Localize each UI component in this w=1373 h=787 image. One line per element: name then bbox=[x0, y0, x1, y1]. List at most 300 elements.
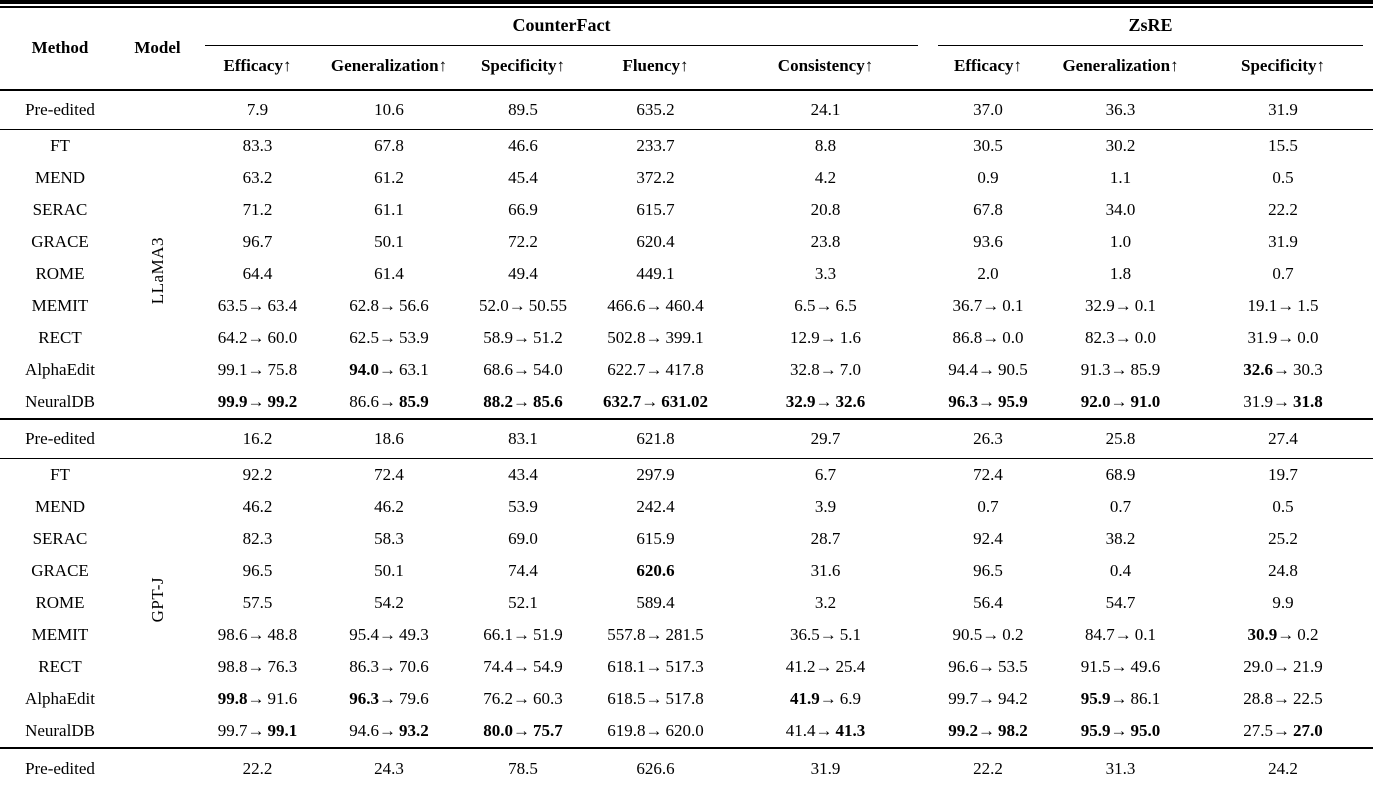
value-cell bbox=[928, 386, 1048, 419]
pre-value: 242.4 bbox=[636, 496, 675, 516]
pre-value: 30.5 bbox=[973, 135, 1003, 155]
pre-value: 15.5 bbox=[1268, 135, 1298, 155]
value-cell bbox=[1193, 555, 1373, 587]
value-cell bbox=[458, 226, 588, 258]
post-value: 86.1 bbox=[1130, 688, 1161, 708]
pre-value: 22.2 bbox=[973, 758, 1003, 778]
cf-specificity-header: Specificity↑ bbox=[458, 46, 588, 90]
value-cell bbox=[1193, 683, 1373, 715]
rotated-model-text: GPT-J bbox=[147, 577, 167, 623]
value-cell bbox=[1193, 226, 1373, 258]
arrow-right-icon: → bbox=[1273, 391, 1291, 411]
arrow-right-icon: → bbox=[1110, 688, 1128, 708]
pre-value: 12.9 bbox=[790, 327, 820, 347]
post-value: 620.0 bbox=[665, 720, 704, 740]
value-cell bbox=[458, 322, 588, 354]
pre-value: 10.6 bbox=[374, 99, 404, 119]
method-row-serac bbox=[0, 194, 1373, 226]
arrow-right-icon: → bbox=[379, 327, 396, 347]
value-cell bbox=[928, 458, 1048, 491]
pre-value: 19.1 bbox=[1247, 295, 1278, 315]
pre-value: 49.4 bbox=[508, 263, 538, 283]
arrow-right-icon: → bbox=[645, 688, 663, 708]
value-cell bbox=[1048, 491, 1193, 523]
value-cell bbox=[1048, 162, 1193, 194]
pre-value: 99.7 bbox=[948, 688, 979, 708]
pre-value: 615.7 bbox=[636, 199, 675, 219]
arrow-right-icon: → bbox=[819, 624, 837, 644]
value-cell bbox=[1048, 290, 1193, 322]
value-cell bbox=[723, 129, 928, 162]
method-row-alphaedit bbox=[0, 683, 1373, 715]
pre-value: 46.2 bbox=[374, 496, 404, 516]
pre-value: 36.5 bbox=[790, 624, 820, 644]
pre-value: 69.0 bbox=[508, 528, 538, 548]
arrow-right-icon: → bbox=[1273, 688, 1291, 708]
zsre-efficacy-header: Efficacy↑ bbox=[928, 46, 1048, 90]
value-cell bbox=[723, 651, 928, 683]
pre-value: 27.5 bbox=[1243, 720, 1274, 740]
pre-value: 28.8 bbox=[1243, 688, 1274, 708]
value-cell bbox=[928, 748, 1048, 787]
arrow-right-icon: → bbox=[819, 327, 837, 347]
value-cell bbox=[588, 354, 723, 386]
method-row-alphaedit bbox=[0, 354, 1373, 386]
pre-value: 31.3 bbox=[1105, 758, 1136, 778]
pre-value: 98.6 bbox=[217, 624, 248, 644]
arrow-right-icon: → bbox=[247, 295, 265, 315]
value-cell bbox=[320, 258, 458, 290]
pre-value: 32.9 bbox=[785, 391, 816, 411]
arrow-right-icon: → bbox=[513, 656, 530, 676]
pre-value: 372.2 bbox=[636, 167, 675, 187]
method-row-memit bbox=[0, 290, 1373, 322]
model-label-gpt-j bbox=[120, 458, 195, 748]
value-cell bbox=[320, 194, 458, 226]
pre-value: 3.9 bbox=[814, 496, 837, 516]
pre-value: 61.1 bbox=[374, 199, 404, 219]
post-value: 41.3 bbox=[835, 720, 866, 740]
pre-value: 24.1 bbox=[810, 99, 841, 119]
pre-value: 96.5 bbox=[973, 560, 1003, 580]
pre-value: 635.2 bbox=[636, 99, 675, 119]
arrow-right-icon: → bbox=[1114, 327, 1132, 347]
value-cell bbox=[320, 683, 458, 715]
pre-value: 24.3 bbox=[374, 758, 404, 778]
pre-value: 41.4 bbox=[785, 720, 816, 740]
counterfact-label: CounterFact bbox=[205, 8, 918, 46]
pre-value: 1.8 bbox=[1109, 263, 1132, 283]
value-cell bbox=[1193, 748, 1373, 787]
post-value: 99.2 bbox=[267, 391, 298, 411]
pre-value: 45.4 bbox=[508, 167, 538, 187]
method-row-memit bbox=[0, 619, 1373, 651]
pre-value: 82.3 bbox=[1085, 327, 1115, 347]
pre-value: 626.6 bbox=[636, 758, 675, 778]
value-cell bbox=[723, 748, 928, 787]
post-value: 7.0 bbox=[839, 359, 861, 379]
method-row-serac bbox=[0, 523, 1373, 555]
post-value: 5.1 bbox=[839, 624, 861, 644]
value-cell bbox=[195, 587, 320, 619]
arrow-right-icon: → bbox=[1273, 720, 1291, 740]
method-row-neuraldb bbox=[0, 715, 1373, 748]
arrow-right-icon: → bbox=[379, 720, 396, 740]
pre-value: 96.7 bbox=[242, 231, 273, 251]
pre-value: 94.6 bbox=[349, 720, 379, 740]
method-row-rome bbox=[0, 258, 1373, 290]
pre-value: 83.1 bbox=[508, 428, 538, 448]
arrow-right-icon: → bbox=[645, 656, 663, 676]
pre-value: 16.2 bbox=[242, 428, 273, 448]
arrow-right-icon: → bbox=[1277, 327, 1295, 347]
arrow-right-icon: → bbox=[978, 656, 996, 676]
value-cell bbox=[195, 523, 320, 555]
method-row-mend bbox=[0, 162, 1373, 194]
pre-value: 32.9 bbox=[1085, 295, 1115, 315]
method-row-grace bbox=[0, 226, 1373, 258]
results-table bbox=[0, 8, 1373, 787]
method-cell: AlphaEdit bbox=[25, 688, 95, 708]
pre-value: 31.9 bbox=[1247, 327, 1278, 347]
pre-value: 0.9 bbox=[977, 167, 999, 187]
pre-value: 620.6 bbox=[636, 560, 675, 580]
value-cell bbox=[195, 419, 320, 459]
value-cell bbox=[320, 419, 458, 459]
value-cell bbox=[195, 491, 320, 523]
value-cell bbox=[588, 587, 723, 619]
pre-value: 233.7 bbox=[636, 135, 675, 155]
pre-value: 557.8 bbox=[607, 624, 646, 644]
arrow-right-icon: → bbox=[379, 688, 396, 708]
pre-value: 29.0 bbox=[1243, 656, 1274, 676]
pre-value: 24.2 bbox=[1268, 758, 1298, 778]
value-cell bbox=[458, 129, 588, 162]
method-row-rect bbox=[0, 322, 1373, 354]
pre-value: 36.3 bbox=[1105, 99, 1136, 119]
post-value: 54.9 bbox=[533, 656, 563, 676]
pre-value: 54.2 bbox=[374, 592, 404, 612]
post-value: 85.9 bbox=[399, 391, 429, 411]
model-label-llama3 bbox=[120, 129, 195, 419]
pre-value: 99.9 bbox=[217, 391, 248, 411]
value-cell bbox=[1048, 587, 1193, 619]
post-value: 0.1 bbox=[1134, 624, 1157, 644]
pre-value: 41.2 bbox=[785, 656, 816, 676]
post-value: 0.0 bbox=[1297, 327, 1319, 347]
method-cell: RECT bbox=[38, 656, 82, 676]
value-cell bbox=[1193, 491, 1373, 523]
value-cell bbox=[195, 290, 320, 322]
value-cell bbox=[723, 194, 928, 226]
arrow-right-icon: → bbox=[982, 327, 1000, 347]
arrow-right-icon: → bbox=[815, 720, 833, 740]
arrow-right-icon: → bbox=[1273, 359, 1291, 379]
arrow-right-icon: → bbox=[978, 720, 996, 740]
arrow-right-icon: → bbox=[1110, 720, 1128, 740]
arrow-right-icon: → bbox=[978, 688, 996, 708]
value-cell bbox=[195, 162, 320, 194]
cf-efficacy-header: Efficacy↑ bbox=[195, 46, 320, 90]
post-value: 75.7 bbox=[533, 720, 563, 740]
value-cell bbox=[195, 322, 320, 354]
pre-value: 618.1 bbox=[607, 656, 646, 676]
method-cell: FT bbox=[50, 135, 70, 155]
method-row-mend bbox=[0, 491, 1373, 523]
post-value: 6.9 bbox=[839, 688, 861, 708]
value-cell bbox=[928, 194, 1048, 226]
pre-value: 96.3 bbox=[349, 688, 379, 708]
post-value: 0.0 bbox=[1002, 327, 1024, 347]
value-cell bbox=[195, 715, 320, 748]
group-header-zsre bbox=[928, 8, 1373, 46]
post-value: 91.6 bbox=[267, 688, 298, 708]
post-value: 75.8 bbox=[267, 359, 298, 379]
value-cell bbox=[723, 290, 928, 322]
pre-value: 22.2 bbox=[1268, 199, 1298, 219]
value-cell bbox=[588, 90, 723, 130]
arrow-right-icon: → bbox=[1277, 295, 1295, 315]
arrow-right-icon: → bbox=[1110, 656, 1128, 676]
pre-value: 6.7 bbox=[814, 464, 837, 484]
value-cell bbox=[320, 90, 458, 130]
pre-value: 99.7 bbox=[217, 720, 248, 740]
pre-value: 20.8 bbox=[810, 199, 841, 219]
value-cell bbox=[588, 683, 723, 715]
pre-value: 82.3 bbox=[242, 528, 273, 548]
value-cell bbox=[928, 491, 1048, 523]
pre-value: 95.4 bbox=[349, 624, 379, 644]
pre-value: 38.2 bbox=[1105, 528, 1136, 548]
value-cell bbox=[1193, 290, 1373, 322]
pre-value: 9.9 bbox=[1272, 592, 1294, 612]
cf-fluency-header: Fluency↑ bbox=[588, 46, 723, 90]
arrow-right-icon: → bbox=[819, 688, 837, 708]
pre-value: 98.8 bbox=[217, 656, 248, 676]
post-value: 32.6 bbox=[835, 391, 866, 411]
value-cell bbox=[195, 386, 320, 419]
pre-value: 96.5 bbox=[242, 560, 273, 580]
method-cell: ROME bbox=[35, 263, 85, 283]
value-cell bbox=[928, 290, 1048, 322]
value-cell bbox=[723, 619, 928, 651]
pre-value: 18.6 bbox=[374, 428, 404, 448]
post-value: 21.9 bbox=[1293, 656, 1323, 676]
value-cell bbox=[320, 354, 458, 386]
arrow-right-icon: → bbox=[645, 295, 663, 315]
pre-value: 46.6 bbox=[508, 135, 538, 155]
pre-value: 64.2 bbox=[217, 327, 248, 347]
value-cell bbox=[1193, 129, 1373, 162]
pre-value: 86.3 bbox=[349, 656, 379, 676]
value-cell bbox=[588, 290, 723, 322]
pre-value: 83.3 bbox=[242, 135, 273, 155]
pre-value: 95.9 bbox=[1080, 720, 1111, 740]
pre-value: 99.2 bbox=[948, 720, 979, 740]
value-cell bbox=[1048, 386, 1193, 419]
pre-value: 3.3 bbox=[814, 263, 837, 283]
value-cell bbox=[320, 748, 458, 787]
value-cell bbox=[1048, 226, 1193, 258]
post-value: 63.4 bbox=[267, 295, 298, 315]
post-value: 399.1 bbox=[665, 327, 704, 347]
method-cell: NeuralDB bbox=[25, 391, 95, 411]
value-cell bbox=[458, 651, 588, 683]
pre-value: 297.9 bbox=[636, 464, 675, 484]
zsre-label: ZsRE bbox=[938, 8, 1363, 46]
value-cell bbox=[928, 683, 1048, 715]
pre-value: 52.1 bbox=[508, 592, 538, 612]
pre-value: 0.7 bbox=[1109, 496, 1132, 516]
value-cell bbox=[723, 90, 928, 130]
arrow-right-icon: → bbox=[978, 359, 996, 379]
value-cell bbox=[195, 194, 320, 226]
pre-value: 88.2 bbox=[483, 391, 513, 411]
method-row-rome bbox=[0, 587, 1373, 619]
post-value: 91.0 bbox=[1130, 391, 1161, 411]
value-cell bbox=[588, 162, 723, 194]
value-cell bbox=[588, 523, 723, 555]
value-cell bbox=[458, 162, 588, 194]
value-cell bbox=[320, 619, 458, 651]
arrow-right-icon: → bbox=[513, 720, 530, 740]
pre-value: 43.4 bbox=[508, 464, 538, 484]
arrow-right-icon: → bbox=[819, 359, 837, 379]
method-row-ft bbox=[0, 458, 1373, 491]
arrow-right-icon: → bbox=[513, 391, 530, 411]
arrow-right-icon: → bbox=[379, 295, 396, 315]
value-cell bbox=[928, 555, 1048, 587]
pre-value: 4.2 bbox=[814, 167, 837, 187]
model-cell-empty bbox=[120, 419, 195, 459]
value-cell bbox=[320, 715, 458, 748]
group-header-row bbox=[0, 8, 1373, 46]
arrow-right-icon: → bbox=[247, 624, 265, 644]
value-cell bbox=[723, 523, 928, 555]
post-value: 0.0 bbox=[1134, 327, 1157, 347]
post-value: 6.5 bbox=[835, 295, 857, 315]
pre-edited-row bbox=[0, 419, 1373, 459]
arrow-right-icon: → bbox=[1114, 624, 1132, 644]
pre-value: 90.5 bbox=[952, 624, 983, 644]
arrow-right-icon: → bbox=[379, 391, 396, 411]
pre-value: 0.5 bbox=[1272, 167, 1294, 187]
arrow-right-icon: → bbox=[247, 688, 265, 708]
pre-value: 95.9 bbox=[1080, 688, 1111, 708]
post-value: 0.1 bbox=[1002, 295, 1024, 315]
post-value: 0.2 bbox=[1002, 624, 1024, 644]
pre-value: 92.0 bbox=[1080, 391, 1111, 411]
pre-value: 31.9 bbox=[1268, 99, 1298, 119]
pre-value: 449.1 bbox=[636, 263, 675, 283]
value-cell bbox=[458, 90, 588, 130]
pre-value: 91.5 bbox=[1080, 656, 1111, 676]
value-cell bbox=[1048, 458, 1193, 491]
pre-value: 80.0 bbox=[483, 720, 513, 740]
pre-value: 74.4 bbox=[483, 656, 513, 676]
pre-value: 618.5 bbox=[607, 688, 646, 708]
value-cell bbox=[195, 129, 320, 162]
value-cell bbox=[320, 458, 458, 491]
value-cell bbox=[588, 458, 723, 491]
value-cell bbox=[928, 587, 1048, 619]
pre-value: 68.9 bbox=[1105, 464, 1136, 484]
post-value: 50.55 bbox=[528, 295, 567, 315]
value-cell bbox=[1193, 354, 1373, 386]
arrow-right-icon: → bbox=[508, 295, 526, 315]
value-cell bbox=[1048, 619, 1193, 651]
post-value: 56.6 bbox=[399, 295, 429, 315]
pre-value: 94.0 bbox=[349, 359, 379, 379]
method-cell: RECT bbox=[38, 327, 82, 347]
value-cell bbox=[723, 715, 928, 748]
value-cell bbox=[1193, 715, 1373, 748]
post-value: 53.9 bbox=[399, 327, 429, 347]
value-cell bbox=[1193, 322, 1373, 354]
post-value: 460.4 bbox=[665, 295, 704, 315]
arrow-right-icon: → bbox=[645, 720, 663, 740]
value-cell bbox=[458, 458, 588, 491]
pre-value: 30.2 bbox=[1105, 135, 1136, 155]
value-cell bbox=[1193, 258, 1373, 290]
model-column-header: Model bbox=[120, 8, 195, 90]
group-header-counterfact bbox=[195, 8, 928, 46]
value-cell bbox=[458, 258, 588, 290]
pre-value: 0.7 bbox=[977, 496, 999, 516]
pre-value: 0.4 bbox=[1109, 560, 1132, 580]
value-cell bbox=[320, 226, 458, 258]
value-cell bbox=[1193, 194, 1373, 226]
value-cell bbox=[458, 683, 588, 715]
pre-value: 61.4 bbox=[374, 263, 404, 283]
value-cell bbox=[588, 419, 723, 459]
pre-value: 74.4 bbox=[508, 560, 538, 580]
pre-edited-row bbox=[0, 748, 1373, 787]
post-value: 85.6 bbox=[533, 391, 563, 411]
value-cell bbox=[458, 587, 588, 619]
value-cell bbox=[588, 651, 723, 683]
value-cell bbox=[195, 683, 320, 715]
value-cell bbox=[458, 386, 588, 419]
method-cell: GRACE bbox=[31, 560, 89, 580]
pre-value: 29.7 bbox=[810, 428, 841, 448]
cf-consistency-header: Consistency↑ bbox=[723, 46, 928, 90]
pre-value: 31.9 bbox=[1243, 391, 1274, 411]
value-cell bbox=[1048, 419, 1193, 459]
method-cell: MEND bbox=[34, 496, 86, 516]
value-cell bbox=[195, 90, 320, 130]
pre-value: 84.7 bbox=[1085, 624, 1115, 644]
value-cell bbox=[928, 419, 1048, 459]
pre-value: 31.9 bbox=[810, 758, 841, 778]
pre-value: 72.4 bbox=[374, 464, 404, 484]
pre-value: 615.9 bbox=[636, 528, 675, 548]
post-value: 281.5 bbox=[665, 624, 704, 644]
arrow-right-icon: → bbox=[815, 295, 833, 315]
method-cell: FT bbox=[50, 464, 70, 484]
value-cell bbox=[1048, 523, 1193, 555]
method-cell: Pre-edited bbox=[0, 748, 120, 787]
value-cell bbox=[195, 651, 320, 683]
post-value: 30.3 bbox=[1293, 359, 1323, 379]
value-cell bbox=[1193, 419, 1373, 459]
method-cell: AlphaEdit bbox=[25, 359, 95, 379]
pre-value: 78.5 bbox=[508, 758, 538, 778]
pre-value: 53.9 bbox=[508, 496, 538, 516]
value-cell bbox=[588, 491, 723, 523]
arrow-right-icon: → bbox=[247, 391, 265, 411]
post-value: 48.8 bbox=[267, 624, 298, 644]
